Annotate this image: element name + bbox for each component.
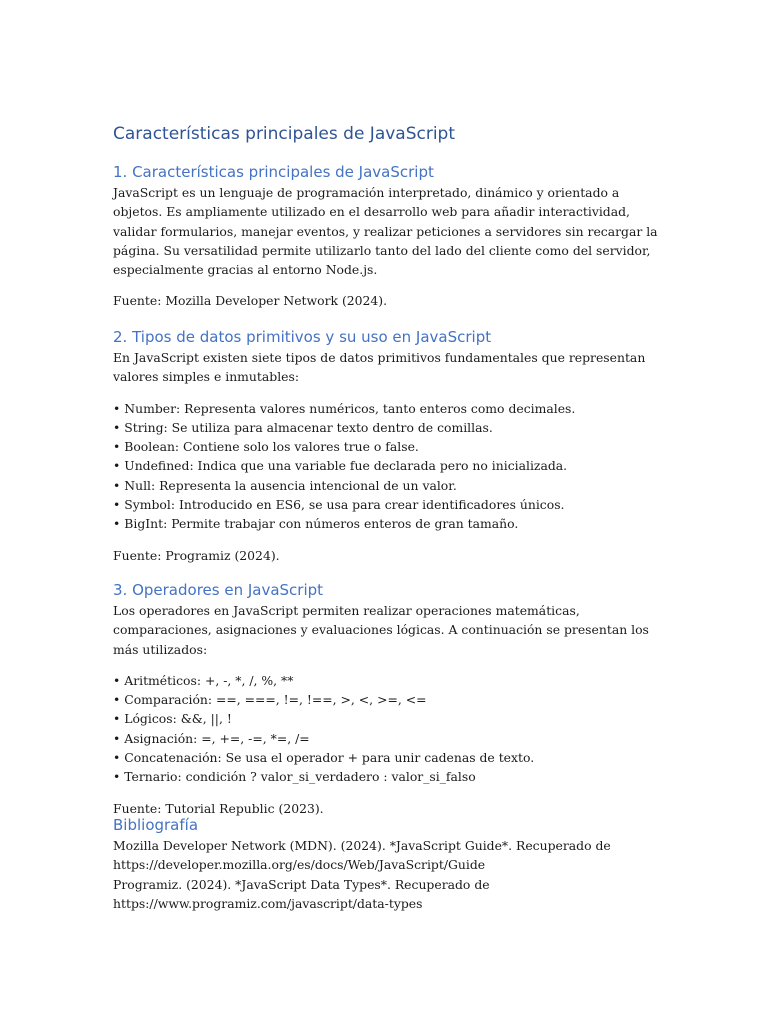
section-paragraph: En JavaScript existen siete tipos de datos primitivos fundamentales que representan valores simples e inmutables:: [113, 350, 646, 385]
section-characteristics: [113, 161, 658, 311]
list-item: • Undefined: Indica que una variable fue declarada pero no inicializada.: [113, 458, 568, 474]
bibliography-url: https://www.programiz.com/javascript/data-types: [113, 895, 423, 911]
section-paragraph: JavaScript es un lenguaje de programación interpretado, dinámico y orientado a objetos. Es ampliamente utilizado en el desarrollo web para añadir interactividad, validar formularios, manejar eventos, y realizar peticiones a servidores sin recargar la página. Su versatilidad permite utilizarlo tanto del lado del cliente como del servidor, especialmente gracias al entorno Node.js.: [113, 185, 658, 278]
list-item: • BigInt: Permite trabajar con números enteros de gran tamaño.: [113, 516, 519, 532]
list-item: • Number: Representa valores numéricos, tanto enteros como decimales.: [113, 400, 576, 416]
bibliography-heading: Bibliografía: [113, 816, 199, 834]
section-heading: 2. Tipos de datos primitivos y su uso en JavaScript: [113, 328, 492, 346]
section-heading: 3. Operadores en JavaScript: [113, 581, 324, 599]
bibliography-entry: Programiz. (2024). *JavaScript Data Types*. Recuperado de: [113, 876, 490, 892]
list-item: • Concatenación: Se usa el operador + para unir cadenas de texto.: [113, 750, 535, 766]
bibliography-entry: Mozilla Developer Network (MDN). (2024). *JavaScript Guide*. Recuperado de: [113, 838, 611, 853]
section-paragraph: Los operadores en JavaScript permiten realizar operaciones matemáticas, comparaciones, asignaciones y evaluaciones lógicas. A continuación se presentan los más utilizados:: [113, 603, 649, 657]
section-heading: 1. Características principales de JavaScript: [113, 163, 434, 181]
document-title: Características principales de JavaScript: [113, 124, 456, 144]
list-item: • Boolean: Contiene solo los valores true o false.: [113, 439, 419, 455]
section-primitive-types: [113, 326, 658, 565]
list-item: • Ternario: condición ? valor_si_verdadero : valor_si_falso: [113, 769, 476, 785]
section-bibliography: [113, 814, 658, 913]
section-operators: [113, 579, 658, 818]
section-source: Fuente: Tutorial Republic (2023).: [113, 800, 324, 816]
list-item: • Symbol: Introducido en ES6, se usa para crear identificadores únicos.: [113, 497, 565, 513]
list-item: • Null: Representa la ausencia intencional de un valor.: [113, 477, 457, 493]
section-source: Fuente: Mozilla Developer Network (2024).: [113, 293, 388, 309]
section-source: Fuente: Programiz (2024).: [113, 547, 280, 563]
operators-list: [113, 671, 658, 787]
list-item: • Lógicos: &&, ||, !: [113, 711, 232, 727]
list-item: • Asignación: =, +=, -=, *=, /=: [113, 730, 310, 746]
list-item: • String: Se utiliza para almacenar texto dentro de comillas.: [113, 419, 493, 435]
list-item: • Comparación: ==, ===, !=, !==, >, <, >=, <=: [113, 692, 427, 708]
list-item: • Aritméticos: +, -, *, /, %, **: [113, 672, 294, 688]
primitive-types-list: [113, 399, 658, 534]
bibliography-url: https://developer.mozilla.org/es/docs/Web/JavaScript/Guide: [113, 857, 486, 873]
